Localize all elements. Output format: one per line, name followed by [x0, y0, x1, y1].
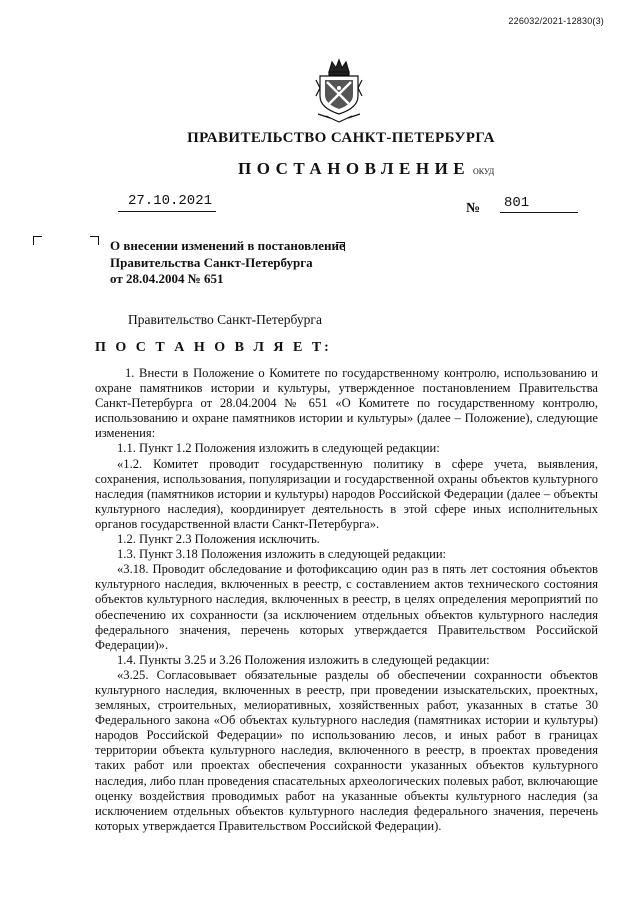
- document-registration-number: 226032/2021-12830(3): [508, 16, 604, 26]
- number-label: №: [466, 201, 481, 216]
- subject-line: О внесении изменений в постановление: [110, 238, 345, 253]
- paragraph: «1.2. Комитет проводит государственную политику в сфере учета, выявления, сохранения, использования, популяризации и государственной охраны объектов культурного наследия (памятников истории и культуры) народов Российской Федерации (далее – объекты культурного наследия), координирует деятельность в этой сфере иных исполнительных органов государственной власти Санкт-Петербурга».: [95, 456, 598, 531]
- issuer-name: Правительство Санкт-Петербурга: [128, 312, 322, 327]
- government-title: ПРАВИТЕЛЬСТВО САНКТ-ПЕТЕРБУРГА: [187, 130, 495, 146]
- subject-line: Правительства Санкт-Петербурга: [110, 254, 313, 270]
- subject-corner-mark-right: [336, 242, 345, 251]
- number-underline: [500, 212, 578, 213]
- document-number: 801: [504, 195, 530, 211]
- paragraph: 1.4. Пункты 3.25 и 3.26 Положения изложить в следующей редакции:: [117, 652, 490, 667]
- paragraph: 1.3. Пункт 3.18 Положения изложить в следующей редакции:: [117, 547, 447, 562]
- subject-corner-mark-left: [90, 236, 99, 245]
- document-date: 27.10.2021: [128, 193, 213, 209]
- subject-line: от 28.04.2004 № 651: [110, 271, 224, 286]
- paragraph: 1. Внести в Положение о Комитете по государственному контролю, использованию и охране памятников истории и культуры, утвержденное постановлением Правительства Санкт-Петербурга от 28.04.2004 № 651 «О Комитете по государственному контролю, использованию и охране памятников истории и культуры» (далее – Положение), следующие изменения:: [95, 366, 598, 441]
- okud-label: ОКУД: [473, 167, 495, 176]
- margin-corner-mark: [33, 236, 42, 245]
- paragraph: 1.1. Пункт 1.2 Положения изложить в следующей редакции:: [117, 441, 440, 456]
- spb-coat-of-arms-icon: [312, 58, 366, 124]
- paragraph: 1.2. Пункт 2.3 Положения исключить.: [117, 532, 320, 547]
- paragraph: «3.25. Согласовывает обязательные разделы об обеспечении сохранности объектов культурного наследия, включенных в реестр, при проведении изыскательских, проектных, земляных, строительных, мелиоративных, хозяйственных работ, указанных в статье 30 Федерального закона «Об объектах культурного наследия (памятниках истории и культуры) народов Российской Федерации» по использованию лесов, и иных работ в границах территории объекта культурного наследия, включенного в реестр, в проектах проведения таких работ или проектах обеспечения сохранности указанных объектов культурного наследия, либо план проведения спасательных археологических полевых работ, включающие оценку воздействия проводимых работ на указанные объекты культурного наследия (за исключением отдельных объектов культурного наследия федерального значения, перечень которых утверждается Правительством Российской Федерации).: [95, 667, 598, 833]
- decree-word: П О С Т А Н О В Л Я Е Т:: [95, 340, 332, 355]
- document-body: [95, 366, 598, 834]
- date-underline: [118, 211, 216, 212]
- document-subject: [110, 238, 345, 288]
- document-type-title: ПОСТАНОВЛЕНИЕ: [238, 159, 471, 178]
- paragraph: «3.18. Проводит обследование и фотофиксацию один раз в пять лет состояния объектов культурного наследия, включенных в реестр, с составлением актов технического состояния объектов культурного наследия, включенных в реестр, в целях определения мероприятий по обеспечению их сохранности (за исключением отдельных объектов культурного наследия федерального значения, перечень которых утверждается Правительством Российской Федерации)».: [95, 562, 598, 652]
